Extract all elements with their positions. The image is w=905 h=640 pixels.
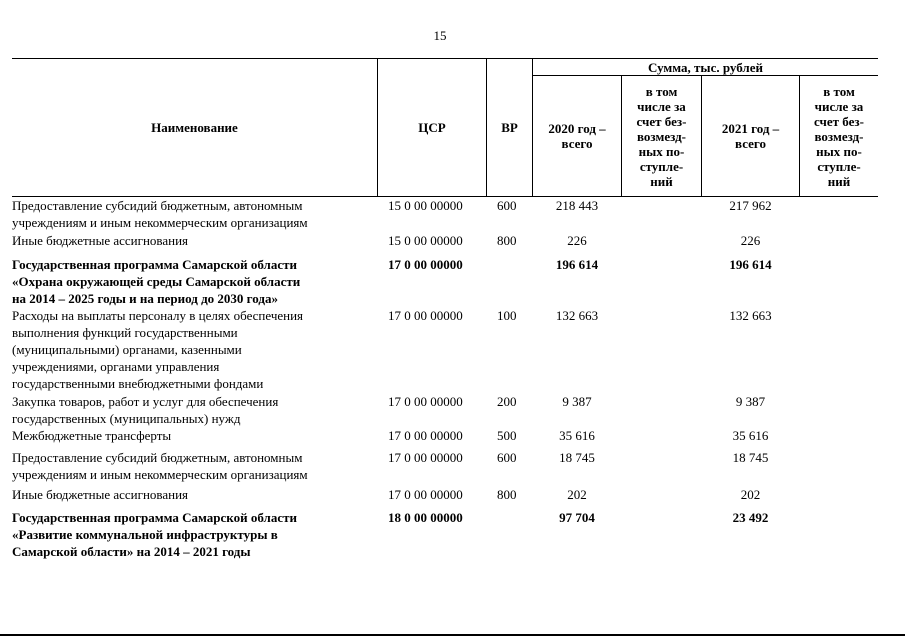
page-number: 15 [433, 28, 447, 43]
row-name-line: учреждениям и иным некоммерческим организациям [12, 215, 308, 230]
row-csr: 17 0 00 00000 [388, 428, 463, 443]
row-2020-total: 218 443 [555, 198, 599, 213]
row-2021-total: 196 614 [729, 257, 772, 272]
row-name-line: государственных (муниципальных) нужд [12, 411, 241, 426]
header-sum: Сумма, тыс. рублей [648, 59, 763, 75]
header-2020-grants [622, 76, 701, 196]
row-2021-total: 9 387 [735, 394, 766, 409]
header-2021-grants-line: счет без- [814, 113, 864, 129]
row-name-line: Государственная программа Самарской области [12, 257, 297, 272]
table-row-name [12, 232, 188, 249]
row-2020-total: 97 704 [559, 510, 595, 525]
row-2021-total: 217 962 [729, 198, 772, 213]
row-csr: 17 0 00 00000 [388, 308, 463, 323]
row-csr: 17 0 00 00000 [388, 487, 463, 502]
row-2020-total: 202 [567, 487, 587, 502]
table-row-name [12, 393, 278, 427]
row-name-line: Иные бюджетные ассигнования [12, 487, 189, 502]
row-csr: 17 0 00 00000 [388, 394, 463, 409]
row-name-line: Межбюджетные трансферты [12, 428, 172, 443]
table-row-name [12, 509, 297, 560]
row-name-line: Расходы на выплаты персоналу в целях обеспечения [12, 308, 304, 323]
row-vr: 800 [497, 233, 517, 248]
row-2021-total: 23 492 [732, 510, 769, 525]
table-row-name [12, 256, 300, 307]
row-vr: 100 [497, 308, 517, 323]
table-row-name [12, 486, 188, 503]
row-csr: 17 0 00 00000 [388, 450, 463, 465]
header-2020-grants-line: ний [650, 173, 673, 189]
row-2020-total: 18 745 [559, 450, 595, 465]
row-name-line: на 2014 – 2025 годы и на период до 2030 года» [12, 291, 278, 306]
header-2021-total-line: всего [735, 136, 766, 151]
row-name-line: выполнения функций государственными [12, 325, 238, 340]
header-2021-grants-line: числе за [814, 98, 864, 114]
table-row-name [12, 427, 171, 444]
row-vr: 600 [497, 198, 517, 213]
row-2020-total: 196 614 [555, 257, 599, 272]
row-name-line: «Развитие коммунальной инфраструктуры в [12, 527, 278, 542]
row-name-line: Государственная программа Самарской области [12, 510, 297, 525]
header-2020-grants-line: счет без- [636, 113, 687, 129]
table-row-name [12, 307, 303, 392]
header-2021-total [702, 76, 799, 196]
header-vr: ВР [501, 120, 518, 135]
row-vr: 500 [497, 428, 517, 443]
row-name-line: учреждениям и иным некоммерческим организациям [12, 467, 308, 482]
header-2020-total [533, 76, 621, 196]
header-2021-grants-line: ний [827, 173, 851, 189]
header-2021-total-line: 2021 год – [721, 121, 780, 136]
header-2021-grants-line: в том [823, 83, 855, 99]
row-vr: 600 [497, 450, 517, 465]
header-2021-grants [800, 76, 878, 196]
header-2020-total-line: 2020 год – [548, 121, 606, 136]
row-csr: 15 0 00 00000 [388, 233, 463, 248]
row-csr: 18 0 00 00000 [388, 510, 463, 525]
header-2020-grants-line: ных по- [638, 143, 685, 159]
header-name: Наименование [151, 120, 238, 135]
header-csr: ЦСР [418, 120, 446, 135]
row-vr: 200 [497, 394, 517, 409]
row-2021-total: 226 [740, 233, 761, 248]
header-2020-grants-line: в том [645, 83, 678, 99]
row-2021-total: 132 663 [729, 308, 772, 323]
row-name-line: государственными внебюджетными фондами [12, 376, 264, 391]
row-2021-total: 35 616 [732, 428, 769, 443]
row-name-line: учреждениями, органами управления [12, 359, 220, 374]
row-name-line: «Охрана окружающей среды Самарской области [12, 274, 301, 289]
header-2020-grants-line: числе за [637, 98, 686, 114]
row-2020-total: 35 616 [559, 428, 595, 443]
row-name-line: Предоставление субсидий бюджетным, автономным [12, 198, 303, 213]
row-vr: 800 [497, 487, 517, 502]
row-csr: 17 0 00 00000 [388, 257, 463, 272]
row-2021-total: 202 [740, 487, 761, 502]
row-2021-total: 18 745 [732, 450, 769, 465]
row-name-line: Закупка товаров, работ и услуг для обеспечения [12, 394, 279, 409]
row-2020-total: 9 387 [562, 394, 592, 409]
table-row-name [12, 449, 308, 483]
row-name-line: Иные бюджетные ассигнования [12, 233, 189, 248]
header-2021-grants-line: ступле- [817, 158, 861, 174]
row-name-line: Предоставление субсидий бюджетным, автономным [12, 450, 303, 465]
row-name-line: (муниципальными) органами, казенными [12, 342, 242, 357]
header-2020-grants-line: возмезд- [637, 128, 686, 144]
row-name-line: Самарской области» на 2014 – 2021 годы [12, 544, 251, 559]
header-2021-grants-line: возмезд- [814, 128, 864, 144]
row-csr: 15 0 00 00000 [388, 198, 463, 213]
row-2020-total: 132 663 [555, 308, 599, 323]
table-row-name [12, 197, 308, 231]
header-2020-grants-line: ступле- [639, 158, 684, 174]
row-2020-total: 226 [567, 233, 587, 248]
page-bottom-border [0, 634, 905, 636]
header-2021-grants-line: ных по- [816, 143, 862, 159]
header-2020-total-line: всего [561, 136, 593, 151]
